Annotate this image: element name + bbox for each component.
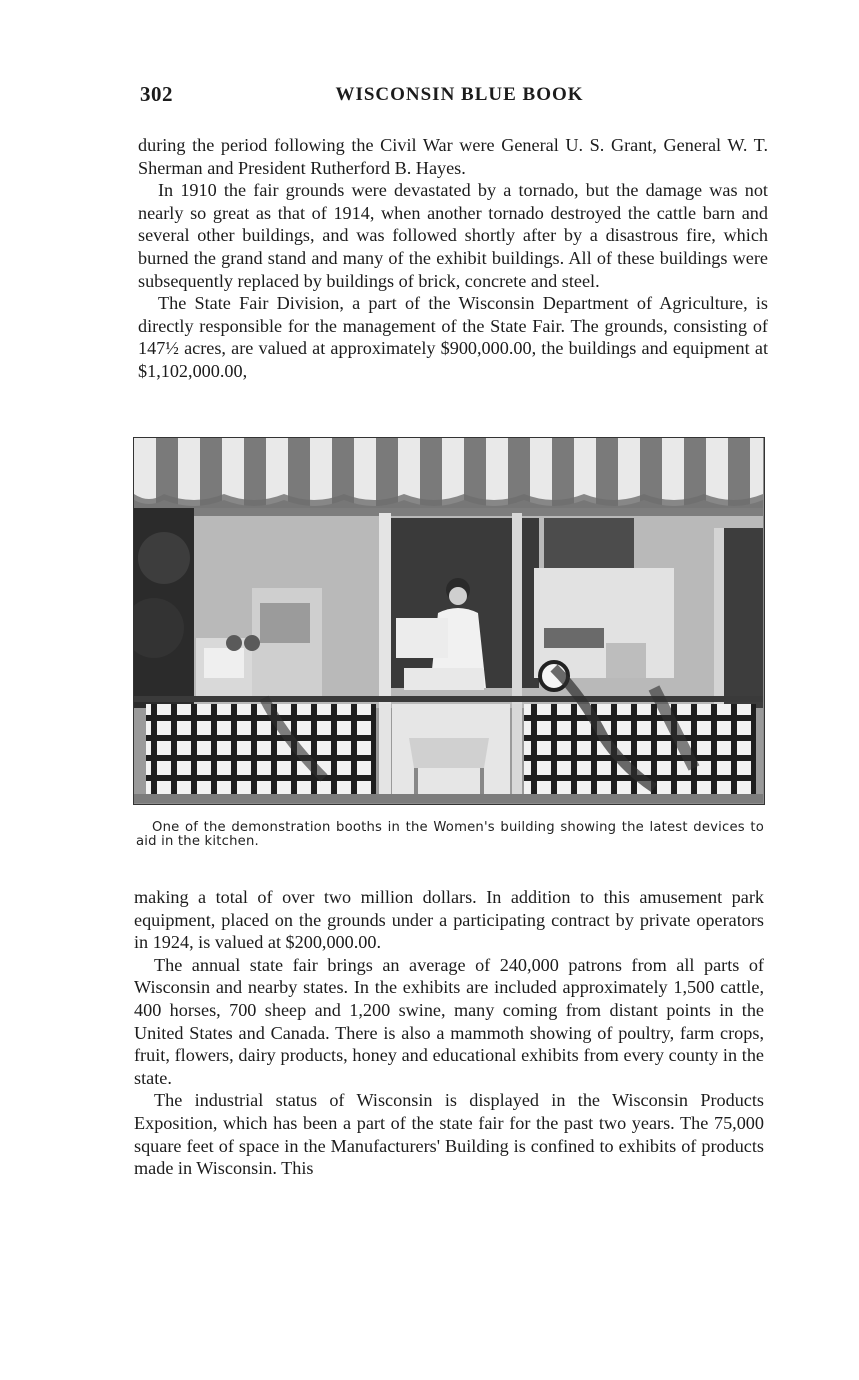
paragraph: during the period following the Civil War were General U. S. Grant, General W. T. Sherman and President Rutherford B. Hayes. (138, 135, 768, 178)
running-head: WISCONSIN BLUE BOOK (335, 84, 584, 105)
top-text-block (138, 134, 768, 383)
paragraph: The annual state fair brings an average of 240,000 patrons from all parts of Wisconsin and nearby states. In the exhibits are included approximately 1,500 cattle, 400 horses, 700 sheep and 1,200 swine, many coming from distant points in the United States and Canada. There is also a mammoth showing of poultry, farm crops, fruit, flowers, dairy products, honey and educational exhibits from every county in the state. (134, 954, 764, 1088)
paragraph: making a total of over two million dollars. In addition to this amusement park equipment, placed on the grounds under a participating contract by private operators in 1924, is valued at $200,000.00. (134, 887, 764, 953)
paragraph: The State Fair Division, a part of the Wisconsin Department of Agriculture, is directly responsible for the management of the State Fair. The grounds, consisting of 147½ acres, are valued at approximately $900,000.00, the buildings and equipment at $1,102,000.00, (138, 293, 768, 381)
page-number: 302 (140, 82, 173, 106)
booth-photograph (133, 437, 765, 805)
paragraph: In 1910 the fair grounds were devastated by a tornado, but the damage was not nearly so great as that of 1914, when another tornado destroyed the cattle barn and several other buildings, and was followed shortly after by a disastrous fire, which burned the grand stand and many of the exhibit buildings. All of these buildings were subsequently replaced by buildings of brick, concrete and steel. (138, 180, 768, 291)
paragraph: The industrial status of Wisconsin is displayed in the Wisconsin Products Exposition, which has been a part of the state fair for the past two years. The 75,000 square feet of space in the Manufacturers' Building is confined to exhibits of products made in Wisconsin. This (134, 1090, 764, 1179)
caption-text: One of the demonstration booths in the Women's building showing the latest devices to aid in the kitchen. (136, 820, 764, 849)
bottom-text-block (134, 886, 764, 1180)
figure-caption (136, 821, 764, 849)
booth-photo-illustration (134, 438, 763, 803)
